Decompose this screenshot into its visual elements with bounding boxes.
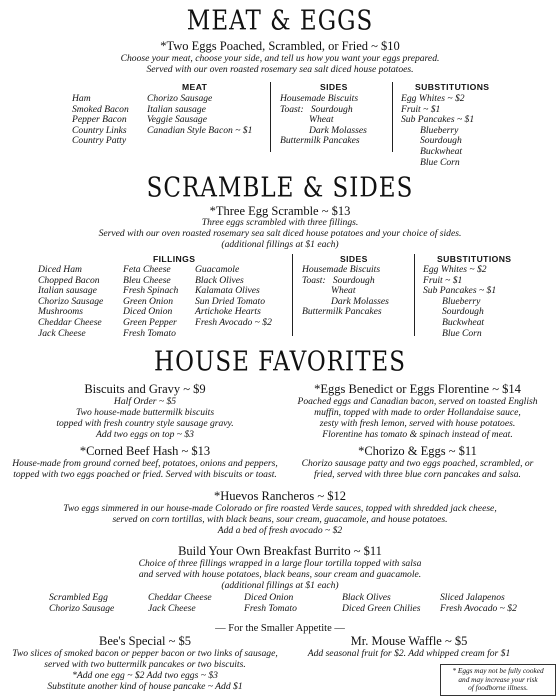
meat-list-1: Ham Smoked Bacon Pepper Bacon Country Links Country Patty bbox=[72, 93, 129, 147]
bee-special-block: Bee's Special ~ $5 Two slices of smoked bacon or pepper bacon or two links of sausage, served with two buttermilk pancakes or two biscuits. *Add one egg ~ $2 Add two eggs ~ $3 Substitute another kind of house pancake ~ Add $1 bbox=[12, 634, 278, 692]
meat-header: MEAT bbox=[182, 82, 208, 92]
fillings-header: FILLINGS bbox=[153, 254, 196, 264]
two-eggs-desc: Choose your meat, choose your side, and tell us how you want your eggs prepared. Served with our oven roasted rosemary sea salt diced house potatoes. bbox=[120, 53, 440, 75]
divider-line bbox=[392, 82, 393, 152]
food-safety-note: * Eggs may not be fully cooked and may increase your risk of foodborne illness. bbox=[440, 664, 556, 696]
smaller-appetite-divider: — For the Smaller Appetite — bbox=[215, 623, 345, 634]
sides-list: Housemade Biscuits Toast: Sourdough Wheat Dark Molasses Buttermilk Pancakes bbox=[302, 264, 389, 318]
rancheros-block: *Huevos Rancheros ~ $12 Two eggs simmered in our house-made Colorado or fire roasted Verde sauces, topped with shredded jack cheese, served on corn tortillas, with black beans, sour cream, guacamole, and house potatoes. Add a bed of fresh avocado ~ $2 bbox=[63, 489, 497, 536]
subs-header: SUBSTITUTIONS bbox=[415, 82, 490, 92]
divider-line bbox=[270, 82, 271, 152]
burrito-fillings-4: Black Olives Diced Green Chilies bbox=[342, 592, 421, 614]
chorizo-block: *Chorizo & Eggs ~ $11 Chorizo sausage patty and two eggs poached, scrambled, or fried, served with three blue corn pancakes and salsa. bbox=[301, 444, 534, 480]
meat-list-2: Chorizo Sausage Italian sausage Veggie Sausage Canadian Style Bacon ~ $1 bbox=[147, 93, 253, 136]
sides-header: SIDES bbox=[320, 82, 348, 92]
burrito-fillings-1: Scrambled Egg Chorizo Sausage bbox=[49, 592, 115, 614]
scramble-title: SCRAMBLE & SIDES bbox=[146, 173, 414, 204]
benedict-block: *Eggs Benedict or Eggs Florentine ~ $14 Poached eggs and Canadian bacon, served on toasted English muffin, topped with made to order Hollandaise sauce, zesty with fresh lemon, served with house potatoes. Florentine has tomato & spinach instead of meat. bbox=[297, 382, 538, 440]
sides-list: Housemade Biscuits Toast: Sourdough Wheat Dark Molasses Buttermilk Pancakes bbox=[280, 93, 367, 147]
two-eggs-item: *Two Eggs Poached, Scrambled, or Fried ~ $10 bbox=[160, 39, 400, 53]
burrito-fillings-3: Diced Onion Fresh Tomato bbox=[244, 592, 297, 614]
sides-header: SIDES bbox=[340, 254, 368, 264]
subs-list: Egg Whites ~ $2 Fruit ~ $1 Sub Pancakes ~ $1 Blueberry Sourdough Buckwheat Blue Corn bbox=[423, 264, 497, 339]
divider-line bbox=[292, 254, 293, 336]
scramble-item: *Three Egg Scramble ~ $13 bbox=[209, 204, 351, 218]
hash-block: *Corned Beef Hash ~ $13 House-made from ground corned beef, potatoes, onions and peppers, topped with two eggs poached or fried. Served with biscuits or toast. bbox=[12, 444, 278, 480]
fillings-list-3: Guacamole Black Olives Kalamata Olives Sun Dried Tomato Artichoke Hearts Fresh Avocado ~ $2 bbox=[195, 264, 272, 328]
house-favorites-title: HOUSE FAVORITES bbox=[154, 347, 406, 378]
burrito-block: Build Your Own Breakfast Burrito ~ $11 Choice of three fillings wrapped in a large flour tortilla topped with salsa and served with house potatoes, black beans, sour cream and guacamole. (additional fillings at $1 each) bbox=[138, 544, 422, 591]
mouse-waffle-block: Mr. Mouse Waffle ~ $5 Add seasonal fruit for $2. Add whipped cream for $1 bbox=[307, 634, 511, 659]
burrito-fillings-2: Cheddar Cheese Jack Cheese bbox=[148, 592, 212, 614]
burrito-fillings-5: Sliced Jalapenos Fresh Avocado ~ $2 bbox=[440, 592, 517, 614]
subs-list: Egg Whites ~ $2 Fruit ~ $1 Sub Pancakes ~ $1 Blueberry Sourdough Buckwheat Blue Corn bbox=[401, 93, 475, 168]
divider-line bbox=[414, 254, 415, 336]
scramble-desc: Three eggs scrambled with three fillings. Served with our oven roasted rosemary sea salt diced house potatoes and your choice of sides. (additional fillings at $1 each) bbox=[98, 217, 462, 250]
fillings-list-2: Feta Cheese Bleu Cheese Fresh Spinach Green Onion Diced Onion Green Pepper Fresh Tomato bbox=[123, 264, 179, 339]
subs-header: SUBSTITUTIONS bbox=[437, 254, 512, 264]
biscuits-block: Biscuits and Gravy ~ $9 Half Order ~ $5 Two house-made buttermilk biscuits topped with fresh country style sausage gravy. Add two eggs on top ~ $3 bbox=[56, 382, 234, 440]
fillings-list-1: Diced Ham Chopped Bacon Italian sausage Chorizo Sausage Mushrooms Cheddar Cheese Jack Cheese bbox=[38, 264, 104, 339]
meat-eggs-title: MEAT & EGGS bbox=[186, 6, 374, 37]
